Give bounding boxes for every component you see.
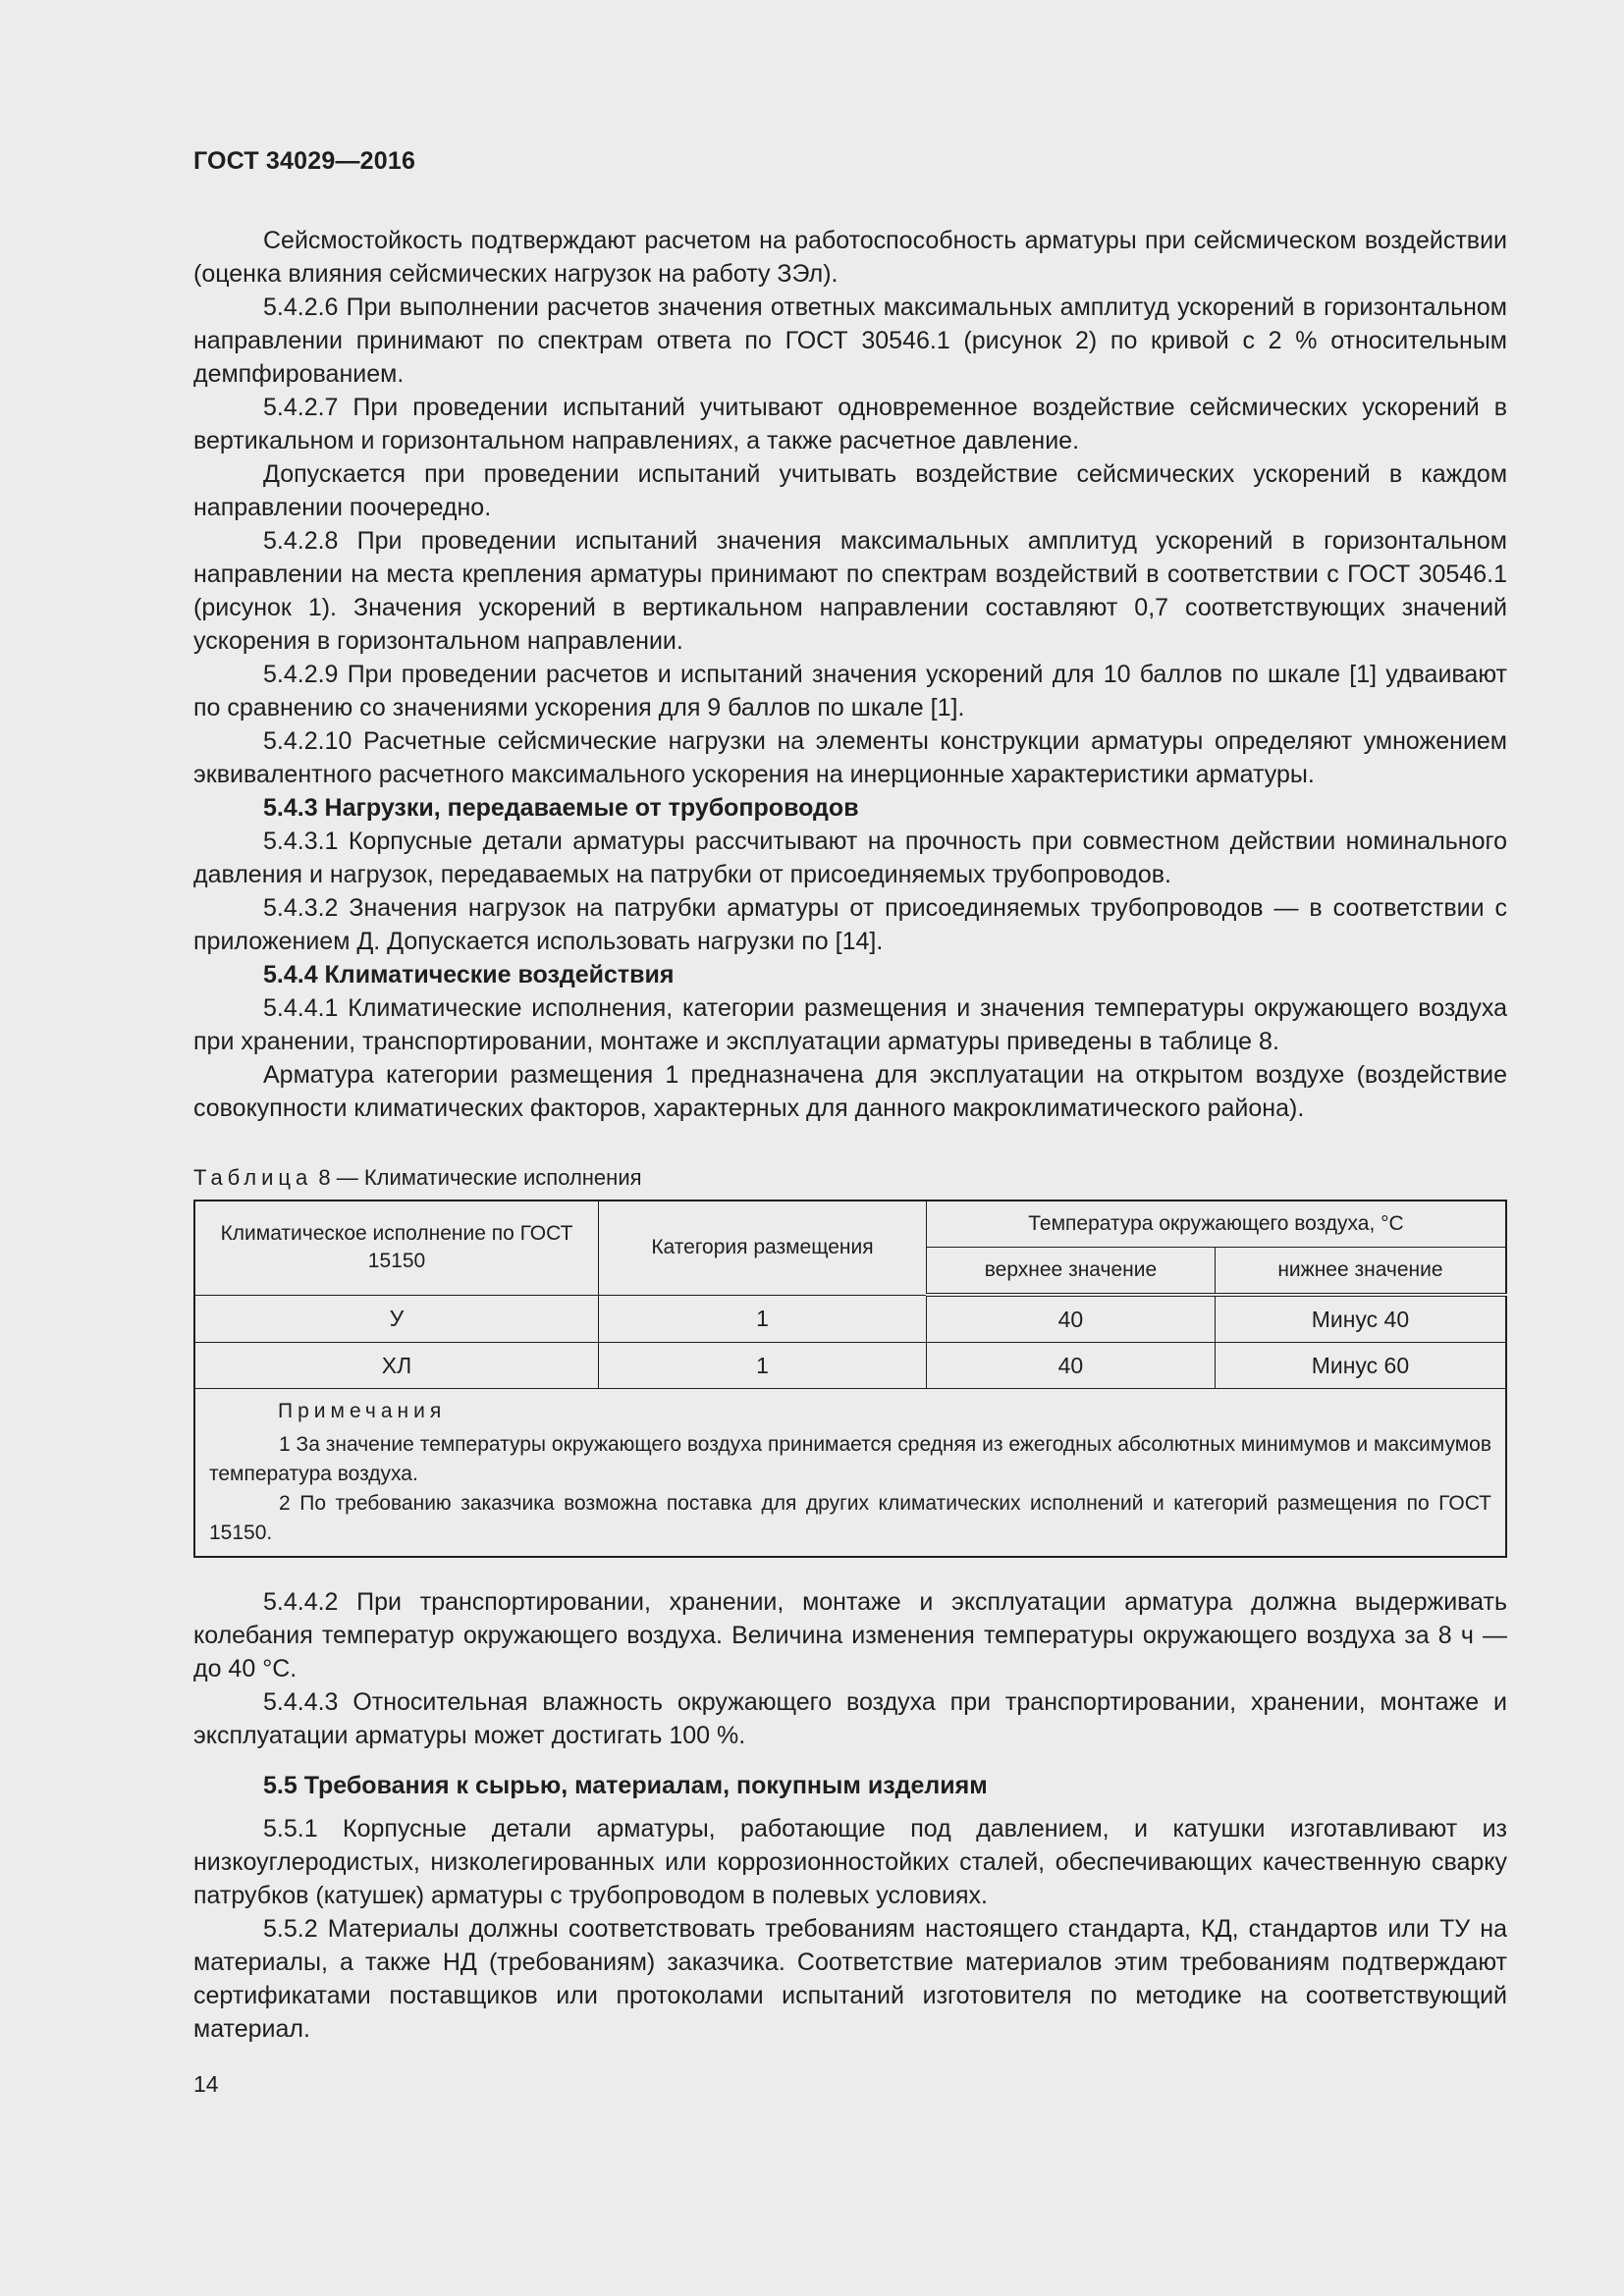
climate-table (193, 1200, 1507, 1558)
paragraph: 5.4.2.7 При проведении испытаний учитывают одновременное воздействие сейсмических ускорений в вертикальном и горизонтальном направлениях, а также расчетное давление. (193, 394, 1507, 454)
table-notes (194, 1389, 1506, 1558)
cell-climate: ХЛ (194, 1343, 598, 1389)
paragraph: 5.4.2.10 Расчетные сейсмические нагрузки на элементы конструкции арматуры определяют умножением эквивалентного расчетного максимального ускорения на инерционные характеристики арматуры. (193, 727, 1507, 788)
paragraph: 5.5.2 Материалы должны соответствовать требованиям настоящего стандарта, КД, стандартов или ТУ на материалы, а также НД (требованиям) заказчика. Соответствие материалов этим требованиям подтверждают сертификатами поставщиков или протоколами испытаний изготовителя по методике на соответствующий материал. (193, 1915, 1507, 2043)
paragraph: 5.4.2.6 При выполнении расчетов значения ответных максимальных амплитуд ускорений в горизонтальном направлении принимают по спектрам ответа по ГОСТ 30546.1 (рисунок 2) по кривой с 2 % относительным демпфированием. (193, 294, 1507, 388)
note-item: 1 За значение температуры окружающего воздуха принимается средняя из ежегодных абсолютных минимумов и максимумов температура воздуха. (209, 1433, 1491, 1485)
cell-upper: 40 (926, 1295, 1215, 1343)
cell-category: 1 (598, 1343, 926, 1389)
table-caption-text: 8 — Климатические исполнения (318, 1165, 642, 1190)
paragraph: Сейсмостойкость подтверждают расчетом на работоспособность арматуры при сейсмическом воздействии (оценка влияния сейсмических нагрузок на работу ЗЭл). (193, 227, 1507, 288)
document-body (193, 224, 1507, 2046)
paragraph: 5.4.4.1 Климатические исполнения, категории размещения и значения температуры окружающего воздуха при хранении, транспортировании, монтаже и эксплуатации арматуры приведены в таблице 8. (193, 994, 1507, 1055)
table-row (194, 1295, 1506, 1343)
col-header-lower: нижнее значение (1215, 1248, 1506, 1296)
note-item: 2 По требованию заказчика возможна поставка для других климатических исполнений и категорий размещения по ГОСТ 15150. (209, 1492, 1491, 1544)
paragraph: 5.5.1 Корпусные детали арматуры, работающие под давлением, и катушки изготавливают из низкоуглеродистых, низколегированных или коррозионностойких сталей, обеспечивающих качественную сварку патрубков (катушек) арматуры с трубопроводом в полевых условиях. (193, 1815, 1507, 1909)
paragraph: 5.4.2.8 При проведении испытаний значения максимальных амплитуд ускорений в горизонтальном направлении на места крепления арматуры принимают по спектрам воздействий в соответствии с ГОСТ 30546.1 (рисунок 1). Значения ускорений в вертикальном направлении составляют 0,7 соответствующих значений ускорения в горизонтальном направлении. (193, 527, 1507, 655)
table-notes-row (194, 1389, 1506, 1558)
col-header-climate: Климатическое исполнение по ГОСТ 15150 (194, 1201, 598, 1295)
cell-lower: Минус 40 (1215, 1295, 1506, 1343)
cell-category: 1 (598, 1295, 926, 1343)
cell-lower: Минус 60 (1215, 1343, 1506, 1389)
section-heading-544: 5.4.4 Климатические воздействия (263, 961, 675, 988)
paragraph: 5.4.3.2 Значения нагрузок на патрубки арматуры от присоединяемых трубопроводов — в соответствии с приложением Д. Допускается использовать нагрузки по [14]. (193, 894, 1507, 955)
after-table-block (193, 1585, 1507, 1752)
col-header-upper: верхнее значение (926, 1248, 1215, 1296)
document-header: ГОСТ 34029—2016 (193, 147, 416, 175)
table-row (194, 1343, 1506, 1389)
cell-upper: 40 (926, 1343, 1215, 1389)
section-heading-55: 5.5 Требования к сырью, материалам, покупным изделиям (263, 1772, 988, 1799)
col-header-category: Категория размещения (598, 1201, 926, 1295)
page-number: 14 (193, 2071, 219, 2097)
paragraph: 5.4.4.3 Относительная влажность окружающего воздуха при транспортировании, хранении, монтаже и эксплуатации арматуры может достигать 100 %. (193, 1688, 1507, 1749)
paragraph: 5.4.2.9 При проведении расчетов и испытаний значения ускорений для 10 баллов по шкале [1] удваивают по сравнению со значениями ускорения для 9 баллов по шкале [1]. (193, 661, 1507, 721)
notes-title: Примечания (278, 1400, 447, 1422)
paragraph: Арматура категории размещения 1 предназначена для эксплуатации на открытом воздухе (воздействие совокупности климатических факторов, характерных для данного макроклиматического района). (193, 1061, 1507, 1122)
table-caption-label: Таблица (193, 1165, 313, 1190)
paragraph: Допускается при проведении испытаний учитывать воздействие сейсмических ускорений в каждом направлении поочередно. (193, 460, 1507, 521)
paragraph: 5.4.4.2 При транспортировании, хранении, монтаже и эксплуатации арматура должна выдерживать колебания температур окружающего воздуха. Величина изменения температуры окружающего воздуха за 8 ч — до 40 °С. (193, 1588, 1507, 1682)
section-heading-543: 5.4.3 Нагрузки, передаваемые от трубопроводов (263, 794, 859, 822)
paragraph: 5.4.3.1 Корпусные детали арматуры рассчитывают на прочность при совместном действии номинального давления и нагрузок, передаваемых на патрубки от присоединяемых трубопроводов. (193, 828, 1507, 888)
table-caption (193, 1164, 1507, 1192)
col-header-temperature: Температура окружающего воздуха, °С (926, 1201, 1506, 1248)
cell-climate: У (194, 1295, 598, 1343)
